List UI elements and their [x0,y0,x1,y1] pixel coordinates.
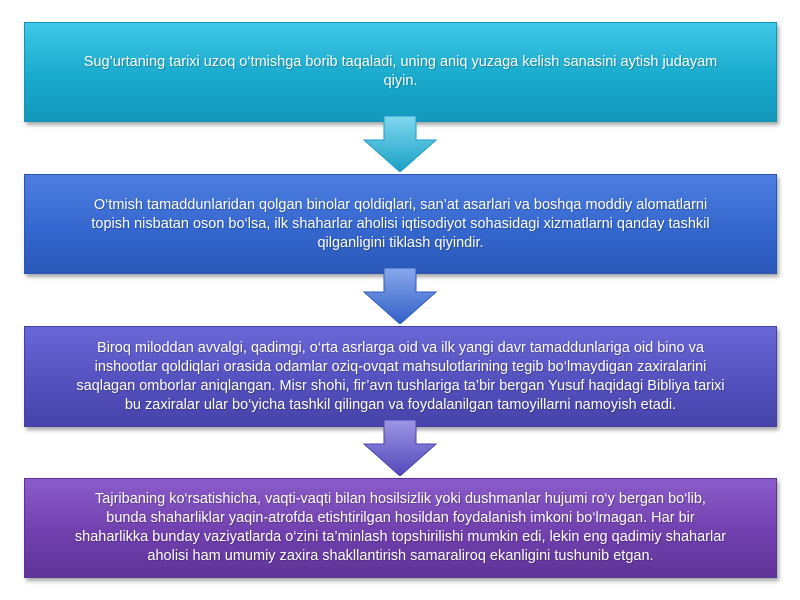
flow-arrow-2 [362,268,438,324]
flow-step-4 [24,478,777,578]
flow-step-2-line-3: qilganligini tiklash qiyindir. [317,234,484,251]
flow-arrow-1 [362,116,438,172]
flow-step-1 [24,22,777,122]
flow-arrow-3 [362,420,438,476]
flow-step-1-line-2: qiyin. [383,73,418,89]
flow-step-4-line-4: aholisi ham umumiy zaxira shakllantirish samaraliroq ekanligini tushunib etgan. [147,548,654,564]
flow-step-3-text [76,339,724,415]
flow-step-2 [24,174,777,274]
flow-step-4-line-1: Tajribaning ko‘rsatishicha, vaqti-vaqti bilan hosilsizlik yoki dushmanlar hujumi ro‘y bergan bo‘lib, [95,491,706,507]
flow-step-3-line-1: Biroq miloddan avvalgi, qadimgi, o‘rta asrlarga oid va ilk yangi davr tamaddunlariga oid bino va [97,339,704,356]
flow-step-3 [24,326,777,427]
flow-step-3-line-4: bu zaxiralar ular bo‘yicha tashkil qilingan va foydalanilgan tamoyillarni namoyish etadi. [124,396,677,413]
flow-step-4-line-2: bunda shaharliklar yaqin-atrofda etishtirilgan hosildan foydalanish imkoni bo‘lmagan. Har bir [106,510,695,526]
flow-step-4-line-3: shaharlikka bunday vaziyatlarda o‘zini ta’minlash topshirilishi mumkin edi, lekin eng qadimiy shaharlar [74,529,727,545]
flow-step-3-line-2: inshootlar qoldiqlari orasida odamlar oziq-ovqat mahsulotlarining tegib bo‘lmaydigan zaxiralarini [94,358,707,375]
flow-step-1-line-1: Sug’urtaning tarixi uzoq o‘tmishga borib taqaladi, uning aniq yuzaga kelish sanasini aytish judayam [83,54,718,70]
flow-step-2-line-1: O‘tmish tamaddunlaridan qolgan binolar qoldiqlari, san’at asarlari va boshqa moddiy alomatlarni [93,196,708,213]
flow-step-1-text [84,53,718,91]
flow-step-4-text [75,490,726,566]
flow-step-2-text [91,196,709,253]
flow-step-3-line-3: saqlagan omborlar aniqlangan. Misr shohi, fir’avn tushlariga ta’bir bergan Yusuf haqidagi Bibliya tarixi [76,377,725,394]
flow-step-2-line-2: topish nisbatan oson bo‘lsa, ilk shaharlar aholisi iqtisodiyot sohasidagi xizmatlarni qanday tashkil [91,215,710,232]
